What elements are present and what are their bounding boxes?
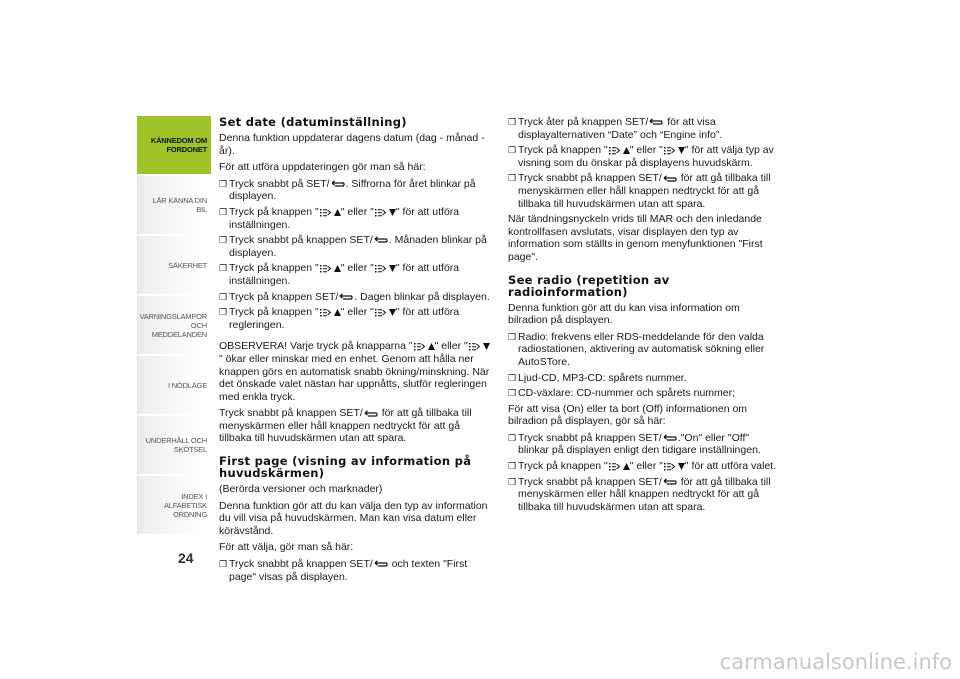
return-arrow-icon bbox=[374, 236, 388, 244]
bullet-mark: ❒ bbox=[508, 388, 517, 399]
sidebar-tab-index[interactable] bbox=[137, 476, 211, 536]
paragraph: När tändningsnyckeln vrids till MAR och den inledande kontrollfasen avslutats, visar displayen den typ av information som ställts in genom menyfunktionen "First page". bbox=[508, 213, 763, 263]
bullet-mark: ❒ bbox=[508, 331, 517, 342]
list-item: ❒ Tryck på knappen " " eller " " för att utföra inställningen. bbox=[219, 205, 460, 231]
page-number: 24 bbox=[178, 550, 194, 566]
list-item: ❒ Tryck på knappen " " eller " " för att utföra inställningen. bbox=[219, 262, 460, 287]
paragraph: (Berörda versioner och marknader) bbox=[219, 483, 383, 496]
bullet-mark: ❒ bbox=[508, 372, 517, 383]
list-item: ❒ Tryck på knappen SET/ . Dagen blinkar på displayen. bbox=[219, 290, 490, 303]
sidebar-tab-label: KÄNNEDOM OM FORDONET bbox=[150, 136, 207, 154]
list-item: ❒ Tryck snabbt på knappen SET/ . Månaden blinkar på displayen. bbox=[219, 234, 487, 259]
menu-up-icon bbox=[608, 146, 630, 155]
sidebar-tab-sakerhet[interactable] bbox=[137, 236, 211, 296]
bullet-mark: ❒ bbox=[508, 476, 517, 487]
list-item: ❒ Ljud-CD, MP3-CD: spårets nummer. bbox=[508, 371, 687, 384]
list-item: ❒ Tryck snabbt på knappen SET/ och texten "First page" visas på displayen. bbox=[219, 558, 468, 583]
list-item: ❒ Tryck åter på knappen SET/ för att visa displayalternativen “Date” och “Engine info”. bbox=[508, 116, 723, 141]
return-arrow-icon bbox=[374, 560, 388, 568]
menu-up-icon bbox=[413, 342, 435, 351]
sidebar-tab-label: INDEX I ALFABETISK ORDNING bbox=[163, 491, 207, 519]
bullet-mark: ❒ bbox=[508, 117, 517, 127]
list-item: ❒ CD-växlare: CD-nummer och spårets nummer; bbox=[508, 387, 736, 400]
paragraph: För att visa (On) eller ta bort (Off) informationen om bilradion på displayen, gör så här: bbox=[508, 402, 748, 428]
list-item: ❒ Tryck på knappen " " eller " " för att välja typ av visning som du önskar på displayens huvudskärm. bbox=[508, 144, 774, 169]
list-item: ❒ Tryck på knappen " " eller " " för att utföra valet. bbox=[508, 460, 777, 473]
sidebar-tab-i-nodlage[interactable] bbox=[137, 356, 211, 416]
sidebar-tab-varningslampor[interactable] bbox=[137, 296, 211, 356]
menu-down-icon bbox=[374, 264, 396, 273]
paragraph: Denna funktion gör att du kan visa information om bilradion på displayen. bbox=[508, 301, 740, 327]
bullet-mark: ❒ bbox=[219, 307, 228, 318]
set-date-heading: Set date (datuminställning) bbox=[219, 115, 407, 129]
paragraph: För att välja, gör man så här: bbox=[219, 541, 354, 554]
right-column bbox=[508, 116, 780, 516]
menu-up-icon bbox=[319, 264, 341, 273]
menu-down-icon bbox=[468, 342, 490, 351]
see-radio-heading: See radio (repetition av radioinformation) bbox=[508, 272, 670, 299]
sidebar-tab-lar-kanna[interactable] bbox=[137, 176, 211, 236]
chapter-sidebar bbox=[137, 116, 211, 536]
note-paragraph: OBSERVERA! Varje tryck på knapparna " " eller "" ökar eller minskar med en enhet. Genom att hålla ner knappen görs en automatisk snabb ökning/minskning. När det önskade valet nästan har uppnåtts, slutför regleringen med enkla tryck. bbox=[219, 340, 490, 403]
list-item: ❒ Tryck snabbt på knappen SET/ för att gå tillbaka till menyskärmen eller håll knappen nedtryckt för att gå tillbaka till huvudskärmen utan att spara. bbox=[508, 172, 771, 210]
menu-down-icon bbox=[374, 208, 396, 217]
return-arrow-icon bbox=[364, 410, 378, 418]
sidebar-tab-kannedom[interactable] bbox=[137, 116, 211, 176]
bullet-mark: ❒ bbox=[219, 206, 228, 217]
sidebar-tab-label: LÄR KÄNNA DIN BIL bbox=[152, 196, 207, 214]
return-arrow-icon bbox=[339, 293, 353, 301]
list-item: ❒ Tryck på knappen " " eller " " för att utföra regleringen. bbox=[219, 306, 460, 331]
first-page-heading: First page (visning av information på huvudskärmen) bbox=[219, 454, 472, 481]
left-column bbox=[219, 116, 491, 586]
paragraph: Denna funktion gör att du kan välja den typ av information du vill visa på huvudskärmen. Man kan visa datum eller körävstånd. bbox=[219, 499, 488, 537]
bullet-mark: ❒ bbox=[219, 559, 228, 570]
bullet-mark: ❒ bbox=[508, 432, 517, 443]
menu-down-icon bbox=[374, 308, 396, 317]
paragraph: För att utföra uppdateringen gör man så här: bbox=[219, 161, 426, 174]
bullet-mark: ❒ bbox=[219, 263, 228, 274]
bullet-mark: ❒ bbox=[508, 461, 517, 472]
list-item: ❒ Tryck snabbt på SET/ . Siffrorna för året blinkar på displayen. bbox=[219, 177, 476, 203]
sidebar-tab-underhall[interactable] bbox=[137, 416, 211, 476]
sidebar-tab-label: UNDERHÅLL OCH SKÖTSEL bbox=[145, 436, 207, 454]
list-item: ❒ Radio: frekvens eller RDS-meddelande för den valda radiostationen, aktivering av automatisk sökning eller AutoSTore. bbox=[508, 330, 765, 368]
return-arrow-icon bbox=[649, 118, 663, 126]
bullet-mark: ❒ bbox=[219, 178, 228, 189]
sidebar-tab-label: SÄKERHET bbox=[168, 260, 207, 270]
bullet-mark: ❒ bbox=[508, 145, 517, 156]
list-item: ❒ Tryck snabbt på knappen SET/ för att gå tillbaka till menyskärmen eller håll knappen nedtryckt för att gå tillbaka till huvudskärmen utan att spara. bbox=[508, 475, 771, 513]
bullet-mark: ❒ bbox=[508, 173, 517, 184]
paragraph: Tryck snabbt på knappen SET/ för att gå tillbaka till menyskärmen eller håll knappen nedtryckt för att gå tillbaka till huvudskärmen utan att spara. bbox=[219, 407, 472, 445]
sidebar-tab-label: I NÖDLÄGE bbox=[167, 380, 207, 390]
menu-up-icon bbox=[319, 208, 341, 217]
menu-up-icon bbox=[319, 308, 341, 317]
return-arrow-icon bbox=[663, 175, 677, 183]
sidebar-tab-label: VARNINGSLAMPOR OCH MEDDELANDEN bbox=[139, 311, 207, 339]
bullet-mark: ❒ bbox=[219, 235, 228, 246]
return-arrow-icon bbox=[331, 180, 345, 188]
return-arrow-icon bbox=[663, 434, 677, 442]
return-arrow-icon bbox=[663, 478, 677, 486]
watermark: carmanualsonline.info bbox=[719, 650, 952, 674]
bullet-mark: ❒ bbox=[219, 291, 228, 302]
list-item: ❒ Tryck snabbt på knappen SET/ ."On" eller "Off" blinkar på displayen enligt den tidigare inställningen. bbox=[508, 431, 761, 457]
menu-down-icon bbox=[663, 462, 685, 471]
paragraph: Denna funktion uppdaterar dagens datum (dag - månad - år). bbox=[219, 132, 485, 157]
menu-up-icon bbox=[608, 462, 630, 471]
menu-down-icon bbox=[663, 146, 685, 155]
